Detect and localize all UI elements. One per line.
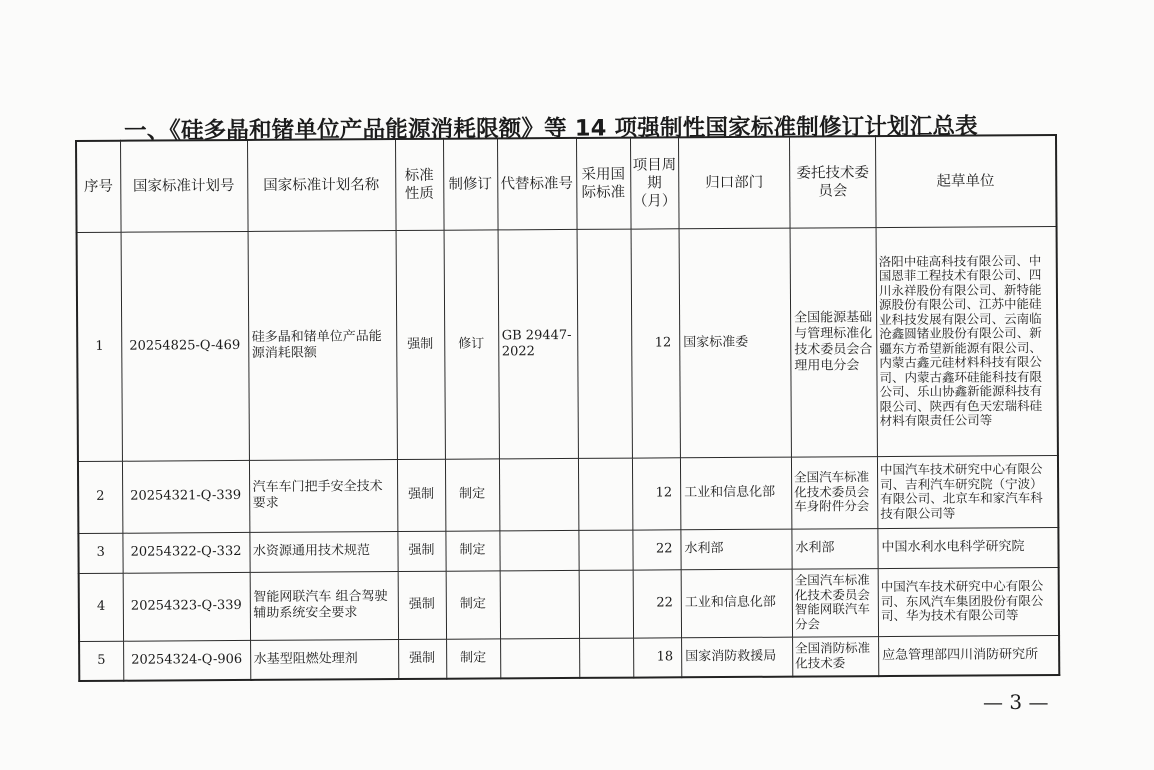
header-period: 项目周期（月） bbox=[630, 137, 679, 228]
cell-committee: 全国汽车标准化技术委员会智能网联汽车分会 bbox=[792, 568, 878, 637]
header-international-standard: 采用国际标准 bbox=[576, 138, 631, 229]
header-replaced-standard: 代替标准号 bbox=[497, 138, 577, 229]
cell-period: 12 bbox=[632, 457, 681, 529]
header-seq: 序号 bbox=[76, 141, 121, 232]
table-row bbox=[77, 226, 1058, 461]
cell-nature: 强制 bbox=[397, 531, 445, 571]
cell-period: 22 bbox=[632, 529, 681, 569]
table-row bbox=[78, 527, 1058, 573]
cell-revision-type: 制定 bbox=[445, 530, 499, 570]
cell-replaced-standard: GB 29447-2022 bbox=[498, 229, 578, 458]
cell-seq: 2 bbox=[78, 461, 122, 533]
cell-plan-no: 20254321-Q-339 bbox=[122, 460, 249, 533]
table-row bbox=[79, 567, 1059, 641]
cell-revision-type: 制定 bbox=[445, 458, 499, 530]
cell-committee: 全国能源基础与管理标准化技术委员会合理用电分会 bbox=[790, 227, 877, 457]
cell-international-standard bbox=[577, 229, 632, 458]
cell-nature: 强制 bbox=[398, 571, 446, 639]
cell-drafter: 应急管理部四川消防研究所 bbox=[879, 635, 1059, 676]
cell-drafter: 中国水利水电科学研究院 bbox=[878, 527, 1058, 568]
cell-international-standard bbox=[578, 458, 632, 530]
header-committee: 委托技术委员会 bbox=[789, 136, 876, 228]
cell-committee: 全国消防标准化技术委 bbox=[793, 636, 879, 677]
cell-department: 水利部 bbox=[681, 529, 792, 570]
cell-committee: 水利部 bbox=[792, 528, 878, 569]
header-plan-name: 国家标准计划名称 bbox=[247, 139, 396, 231]
cell-department: 国家标准委 bbox=[679, 228, 791, 458]
cell-replaced-standard bbox=[500, 570, 579, 638]
cell-period: 12 bbox=[631, 228, 681, 457]
cell-replaced-standard bbox=[500, 638, 579, 678]
cell-department: 工业和信息化部 bbox=[681, 569, 792, 638]
cell-plan-no: 20254324-Q-906 bbox=[123, 640, 250, 681]
cell-drafter: 洛阳中硅高科技有限公司、中国恩菲工程技术有限公司、四川永祥股份有限公司、新特能源股份有限公司、江苏中能硅业科技发展有限公司、云南临沧鑫圆锗业股份有限公司、新疆东方希望新能源有限公司、内蒙古鑫元硅材料科技有限公司、内蒙古鑫环硅能科技有限公司、乐山协鑫新能源科技有限公司、陕西有色天宏瑞科硅材料有限责任公司等 bbox=[876, 226, 1057, 456]
header-department: 归口部门 bbox=[678, 137, 790, 229]
header-nature: 标准性质 bbox=[395, 139, 444, 230]
cell-revision-type: 制定 bbox=[446, 570, 500, 638]
cell-drafter: 中国汽车技术研究中心有限公司、吉利汽车研究院（宁波）有限公司、北京车和家汽车科技有限公司等 bbox=[877, 455, 1057, 528]
cell-nature: 强制 bbox=[397, 459, 445, 531]
table-row bbox=[79, 635, 1059, 681]
cell-revision-type: 制定 bbox=[446, 638, 500, 678]
cell-drafter: 中国汽车技术研究中心有限公司、东风汽车集团股份有限公司、华为技术有限公司等 bbox=[878, 567, 1058, 636]
cell-plan-name: 水基型阻燃处理剂 bbox=[250, 639, 398, 680]
cell-department: 国家消防救援局 bbox=[682, 637, 793, 678]
cell-nature: 强制 bbox=[398, 639, 446, 679]
cell-seq: 4 bbox=[79, 573, 123, 641]
plan-table-wrapper bbox=[75, 134, 1060, 682]
cell-seq: 1 bbox=[77, 232, 122, 461]
cell-international-standard bbox=[579, 638, 633, 678]
cell-international-standard bbox=[579, 570, 633, 638]
cell-replaced-standard bbox=[499, 458, 578, 530]
header-plan-no: 国家标准计划号 bbox=[120, 140, 248, 232]
cell-seq: 5 bbox=[79, 641, 123, 681]
cell-revision-type: 修订 bbox=[444, 229, 499, 458]
page-number: — 3 — bbox=[983, 690, 1049, 714]
cell-department: 工业和信息化部 bbox=[680, 457, 791, 530]
cell-committee: 全国汽车标准化技术委员会车身附件分会 bbox=[791, 456, 877, 529]
cell-plan-name: 智能网联汽车 组合驾驶辅助系统安全要求 bbox=[250, 571, 398, 640]
cell-plan-no: 20254825-Q-469 bbox=[121, 231, 249, 461]
cell-plan-no: 20254322-Q-332 bbox=[122, 532, 249, 573]
header-revision-type: 制修订 bbox=[443, 138, 498, 229]
cell-nature: 强制 bbox=[396, 230, 445, 459]
cell-plan-no: 20254323-Q-339 bbox=[123, 572, 250, 641]
cell-period: 22 bbox=[633, 569, 682, 637]
cell-plan-name: 水资源通用技术规范 bbox=[249, 531, 397, 572]
cell-period: 18 bbox=[633, 637, 682, 677]
cell-international-standard bbox=[578, 530, 632, 570]
cell-plan-name: 硅多晶和锗单位产品能源消耗限额 bbox=[248, 230, 397, 460]
plan-summary-table bbox=[75, 134, 1060, 682]
cell-replaced-standard bbox=[499, 530, 578, 570]
table-header-row bbox=[76, 135, 1056, 232]
document-title: 一、《硅多晶和锗单位产品能源消耗限额》等 14 项强制性国家标准制修订计划汇总表 bbox=[124, 113, 978, 144]
header-drafter: 起草单位 bbox=[875, 135, 1056, 227]
cell-seq: 3 bbox=[78, 533, 122, 573]
table-row bbox=[78, 455, 1058, 533]
cell-plan-name: 汽车车门把手安全技术要求 bbox=[249, 459, 397, 532]
